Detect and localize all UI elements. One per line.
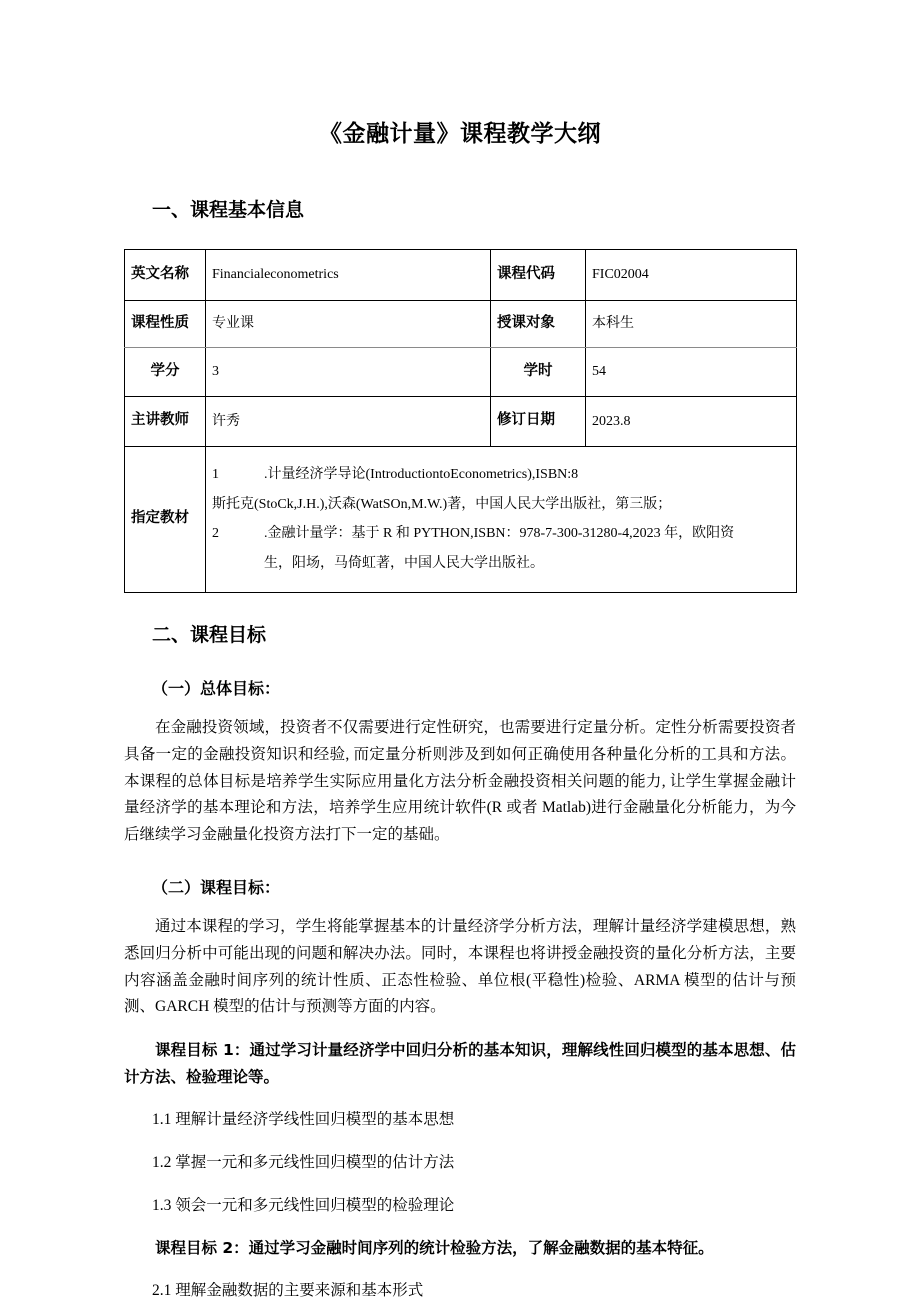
table-row-textbook <box>125 446 797 592</box>
textbook-item-1-text: .计量经济学导论(IntroductiontoEconometrics),ISBN:8 <box>264 466 579 482</box>
textbook-item-1 <box>212 460 790 490</box>
cell-value-class-hours: 54 <box>586 347 797 396</box>
textbook-item-1-number: 1 <box>212 466 219 482</box>
cell-label-english-name: 英文名称 <box>125 249 206 300</box>
course-objective-2-item-1: 2.1 理解金融数据的主要来源和基本形式 <box>152 1282 424 1300</box>
cell-value-english-name: Financialeconometrics <box>206 249 491 300</box>
table-row <box>125 300 797 347</box>
course-info-table-wrapper <box>124 225 796 593</box>
cell-label-class-hours: 学时 <box>491 347 586 396</box>
course-objective-1: 课程目标 1：通过学习计量经济学中回归分析的基本知识，理解线性回归模型的基本思想、估计方法、检验理论等。 <box>124 1041 796 1086</box>
course-objective-1-item-2: 1.2 掌握一元和多元线性回归模型的估计方法 <box>152 1154 455 1172</box>
subheading-course-objectives: （二）课程目标： <box>152 878 281 898</box>
cell-label-audience: 授课对象 <box>491 300 586 347</box>
table-row <box>125 347 797 396</box>
cell-value-instructor: 许秀 <box>206 396 491 446</box>
course-objective-1-item-1: 1.1 理解计量经济学线性回归模型的基本思想 <box>152 1111 455 1129</box>
textbook-list <box>212 456 790 583</box>
textbook-item-2-text: .金融计量学：基于 R 和 PYTHON,ISBN：978-7-300-31280-4,2023 年，欧阳资 <box>264 526 735 542</box>
table-row <box>125 249 797 300</box>
section-heading-course-objectives: 二、课程目标 <box>152 623 267 646</box>
paragraph-overall-objective: 在金融投资领域，投资者不仅需要进行定性研究，也需要进行定量分析。定性分析需要投资者具备一定的金融投资知识和经验, 而定量分析则涉及到如何正确使用各种量化分析的工具和方法。本课程的总体目标是培养学生实际应用量化方法分析金融投资相关问题的能力, 让学生掌握金融计量经济学的基本理论和方法，培养学生应用统计软件(R 或者 Matlab)进行金融量化分析能力，为今后继续学习金融量化投资方法打下一定的基础。 <box>124 719 796 843</box>
textbook-item-1-continuation: 斯托克(StoCk,J.H.),沃森(WatSOn,M.W.)著，中国人民大学出版社，第三版； <box>212 496 672 512</box>
textbook-item-2-number: 2 <box>212 526 219 542</box>
cell-value-revision-date: 2023.8 <box>586 396 797 446</box>
textbook-item-2-continuation: 生，阳场，马倚虹著，中国人民大学出版社。 <box>264 555 544 571</box>
page-title: 《金融计量》课程教学大纲 <box>319 121 601 147</box>
cell-label-revision-date: 修订日期 <box>491 396 586 446</box>
section-heading-basic-info: 一、课程基本信息 <box>152 199 305 222</box>
cell-value-textbook <box>206 446 797 592</box>
cell-label-credits: 学分 <box>125 347 206 396</box>
cell-value-credits: 3 <box>206 347 491 396</box>
cell-value-audience: 本科生 <box>586 300 797 347</box>
course-objective-2: 课程目标 2：通过学习金融时间序列的统计检验方法，了解金融数据的基本特征。 <box>155 1238 714 1257</box>
table-row <box>125 396 797 446</box>
cell-label-course-nature: 课程性质 <box>125 300 206 347</box>
course-info-table <box>124 249 797 593</box>
cell-value-course-nature: 专业课 <box>206 300 491 347</box>
course-objective-1-item-3: 1.3 领会一元和多元线性回归模型的检验理论 <box>152 1197 455 1214</box>
cell-label-instructor: 主讲教师 <box>125 396 206 446</box>
cell-value-course-code: FIC02004 <box>586 249 797 300</box>
subheading-overall-objective: （一）总体目标： <box>152 679 281 699</box>
cell-label-course-code: 课程代码 <box>491 249 586 300</box>
textbook-item-2 <box>212 519 790 549</box>
cell-label-textbook: 指定教材 <box>125 446 206 592</box>
paragraph-objectives-intro: 通过本课程的学习，学生将能掌握基本的计量经济学分析方法，理解计量经济学建模思想，熟悉回归分析中可能出现的问题和解决办法。同时，本课程也将讲授金融投资的量化分析方法，主要内容涵盖金融时间序列的统计性质、正态性检验、单位根(平稳性)检验、ARMA 模型的估计与预测、GARCH 模型的估计与预测等方面的内容。 <box>124 918 796 1016</box>
